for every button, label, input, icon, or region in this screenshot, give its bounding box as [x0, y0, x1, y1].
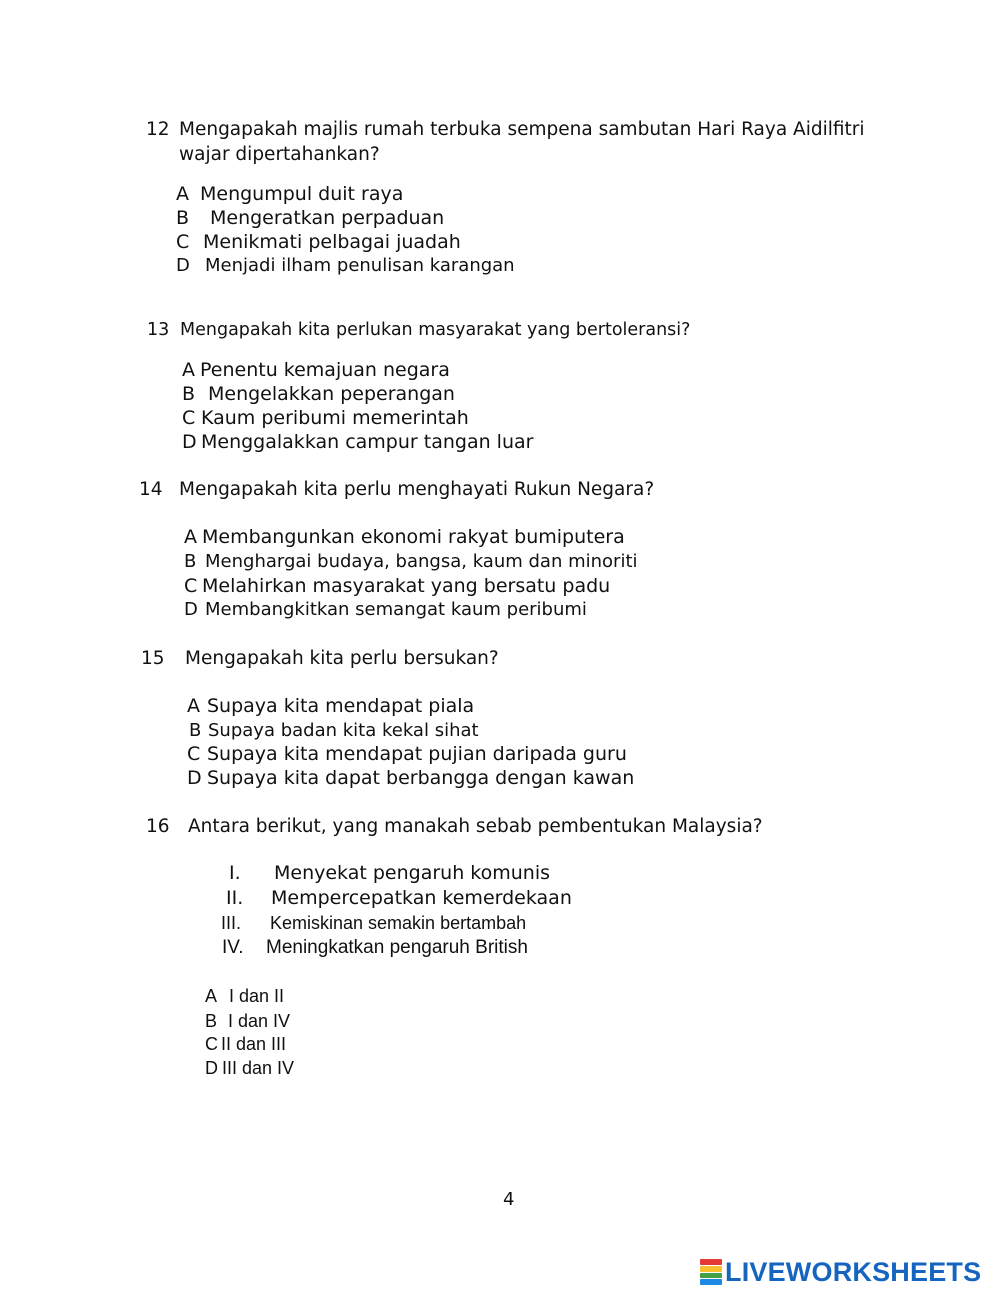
question-15-text: Mengapakah kita perlu bersukan? — [185, 648, 499, 669]
live-blocks-icon — [700, 1259, 722, 1285]
question-13-text: Mengapakah kita perlukan masyarakat yang bertoleransi? — [180, 320, 691, 340]
question-13-number: 13 — [147, 320, 170, 340]
q12-option-a-text[interactable]: Mengumpul duit raya — [200, 183, 404, 205]
q16-option-d-letter[interactable]: D — [205, 1058, 218, 1078]
question-14-number: 14 — [139, 479, 163, 500]
q14-option-b-text[interactable]: Menghargai budaya, bangsa, kaum dan minoriti — [205, 551, 638, 572]
q16-statement-3-numeral: III. — [221, 913, 242, 933]
q16-statement-1-numeral: I. — [229, 862, 241, 884]
q14-option-a-letter[interactable]: A — [184, 526, 197, 548]
q15-option-a-text[interactable]: Supaya kita mendapat piala — [207, 695, 475, 717]
q14-option-c-letter[interactable]: C — [184, 575, 198, 597]
q12-option-d-text[interactable]: Menjadi ilham penulisan karangan — [205, 255, 515, 276]
q12-option-d-letter[interactable]: D — [176, 255, 190, 276]
q16-option-b-text[interactable]: I dan IV — [228, 1011, 291, 1031]
question-16-text: Antara berikut, yang manakah sebab pembentukan Malaysia? — [188, 816, 763, 837]
q15-option-d-text[interactable]: Supaya kita dapat berbangga dengan kawan — [207, 767, 635, 789]
q16-option-b-letter[interactable]: B — [205, 1011, 218, 1031]
q15-option-a-letter[interactable]: A — [187, 695, 200, 717]
question-16-number: 16 — [146, 816, 170, 837]
q12-option-c-text[interactable]: Menikmati pelbagai juadah — [203, 231, 461, 253]
q16-option-a-text[interactable]: I dan II — [229, 986, 285, 1006]
q14-option-b-letter[interactable]: B — [184, 551, 197, 572]
q16-statement-4-text: Meningkatkan pengaruh British — [266, 937, 528, 958]
q13-option-d-text[interactable]: Menggalakkan campur tangan luar — [201, 431, 534, 453]
q16-statement-3-text: Kemiskinan semakin bertambah — [270, 913, 527, 933]
q16-option-c-text[interactable]: II dan III — [221, 1034, 287, 1054]
brand-name: LIVEWORKSHEETS — [725, 1256, 982, 1287]
q12-option-b-letter[interactable]: B — [176, 207, 190, 229]
q14-option-d-letter[interactable]: D — [184, 599, 198, 620]
q12-option-a-letter[interactable]: A — [176, 183, 189, 205]
q13-option-c-text[interactable]: Kaum peribumi memerintah — [201, 407, 469, 429]
question-14-text: Mengapakah kita perlu menghayati Rukun Negara? — [179, 479, 655, 500]
q12-option-c-letter[interactable]: C — [176, 231, 190, 253]
logo-block-e — [700, 1279, 722, 1285]
q16-statement-4-numeral: IV. — [222, 937, 244, 958]
page-number: 4 — [503, 1189, 515, 1210]
q16-statement-2-numeral: II. — [226, 887, 244, 909]
liveworksheets-logo[interactable] — [700, 1257, 981, 1287]
q13-option-a-text[interactable]: Penentu kemajuan negara — [200, 359, 450, 381]
logo-block-v — [700, 1273, 722, 1279]
q13-option-a-letter[interactable]: A — [182, 359, 195, 381]
question-12-text-line1: Mengapakah majlis rumah terbuka sempena sambutan Hari Raya Aidilfitri — [179, 119, 865, 140]
q13-option-d-letter[interactable]: D — [182, 431, 197, 453]
logo-block-i — [700, 1266, 722, 1272]
logo-block-l — [700, 1259, 722, 1265]
q15-option-b-letter[interactable]: B — [189, 720, 202, 741]
q15-option-d-letter[interactable]: D — [187, 767, 202, 789]
q14-option-d-text[interactable]: Membangkitkan semangat kaum peribumi — [205, 599, 587, 620]
q13-option-b-letter[interactable]: B — [182, 383, 196, 405]
q14-option-a-text[interactable]: Membangunkan ekonomi rakyat bumiputera — [202, 526, 625, 548]
q15-option-c-text[interactable]: Supaya kita mendapat pujian daripada guru — [207, 743, 627, 765]
q16-statement-2-text: Mempercepatkan kemerdekaan — [271, 887, 572, 909]
q15-option-b-text[interactable]: Supaya badan kita kekal sihat — [208, 720, 479, 741]
q13-option-c-letter[interactable]: C — [182, 407, 196, 429]
q16-option-d-text[interactable]: III dan IV — [222, 1058, 295, 1078]
question-15-number: 15 — [141, 648, 165, 669]
q13-option-b-text[interactable]: Mengelakkan peperangan — [208, 383, 455, 405]
q15-option-c-letter[interactable]: C — [187, 743, 201, 765]
q16-statement-1-text: Menyekat pengaruh komunis — [274, 862, 551, 884]
question-12-text-line2: wajar dipertahankan? — [179, 144, 380, 165]
question-12-number: 12 — [146, 119, 170, 140]
q12-option-b-text[interactable]: Mengeratkan perpaduan — [210, 207, 445, 229]
q16-option-a-letter[interactable]: A — [205, 986, 218, 1006]
q14-option-c-text[interactable]: Melahirkan masyarakat yang bersatu padu — [202, 575, 611, 597]
q16-option-c-letter[interactable]: C — [205, 1034, 218, 1054]
